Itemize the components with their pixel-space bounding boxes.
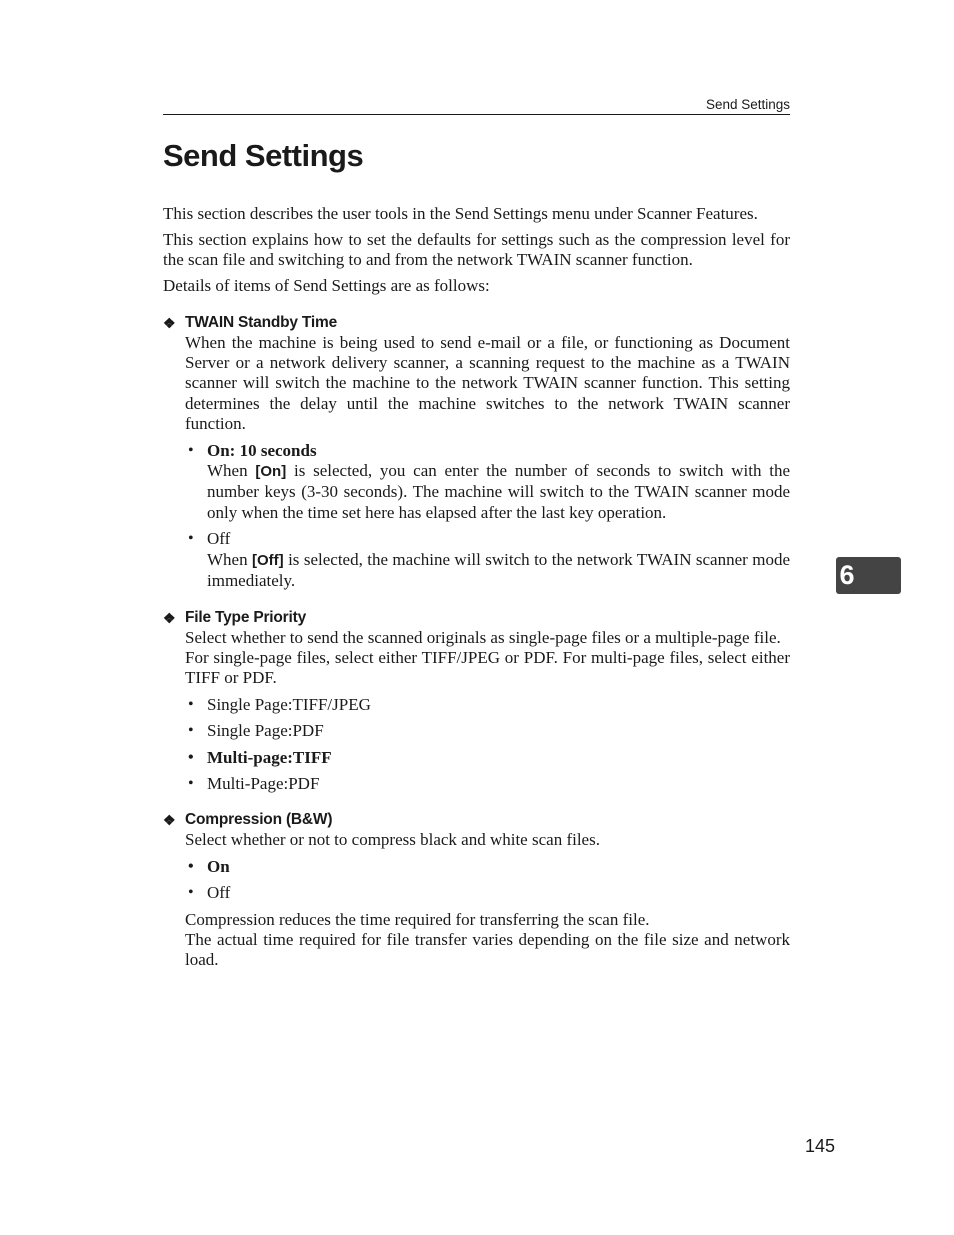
section-heading-text: TWAIN Standby Time [185,313,337,331]
option-description [207,550,790,592]
option-list [185,857,790,904]
option-list [185,441,790,592]
section-file-type-priority [163,608,790,795]
section-heading [163,608,790,628]
desc-text: is selected, you can enter the number of seconds to switch with the number keys (3-30 seconds). The machine will switch to the TWAIN scanner mode only when the time set here has elapsed after the last key operation. [207,461,790,522]
diamond-bullet-icon: ❖ [163,314,176,331]
section-heading [163,810,790,830]
section-compression [163,810,790,970]
key-name: [On] [255,463,287,481]
list-item-default: • Multi-page:TIFF [185,748,790,768]
list-item-default: • On [185,857,790,877]
option-list [185,695,790,795]
list-item [185,441,790,524]
intro-paragraph-3: Details of items of Send Settings are as follows: [163,276,490,296]
list-item [185,529,790,591]
diamond-bullet-icon: ❖ [163,609,176,626]
section-body: When the machine is being used to send e-mail or a file, or functioning as Document Server or a network delivery scanner, a scanning request to the machine as a TWAIN scanner will switch the machine to the network TWAIN scanner function. This setting determines the delay until the machine switches to the network TWAIN scanner function. [185,332,790,434]
key-name: [Off] [252,551,284,569]
option-description [207,461,790,523]
page-title: Send Settings [163,138,364,173]
section-heading [163,313,790,333]
list-item: • Multi-Page:PDF [185,774,790,794]
option-label: On: 10 seconds [207,440,317,460]
chapter-number: 6 [839,560,855,590]
list-item: • Single Page:PDF [185,721,790,741]
page-number: 145 [804,1136,835,1156]
page-content [163,204,790,971]
desc-text: When [207,461,256,481]
section-note: The actual time required for file transfer varies depending on the file size and network load. [185,929,790,970]
section-twain-standby-time [163,313,790,592]
desc-text: When [207,549,253,569]
chapter-tab [836,557,901,594]
intro-paragraph-1: This section describes the user tools in the Send Settings menu under Scanner Features. [163,204,758,223]
section-note: Compression reduces the time required for transferring the scan file. [185,909,650,929]
section-heading-text: File Type Priority [185,608,307,626]
header-rule [163,114,790,115]
section-body: Select whether or not to compress black and white scan files. [185,830,600,850]
list-item: • Single Page:TIFF/JPEG [185,695,790,715]
desc-text: is selected, the machine will switch to the network TWAIN scanner mode immediately. [207,549,790,591]
list-item: • Off [185,883,790,903]
option-label: Off [207,529,231,549]
section-body: For single-page files, select either TIFF/JPEG or PDF. For multi-page files, select either TIFF or PDF. [185,647,790,688]
section-body: Select whether to send the scanned originals as single-page files or a multiple-page file. [185,627,781,647]
running-header: Send Settings [705,97,790,112]
section-heading-text: Compression (B&W) [185,811,333,829]
intro-paragraph-2: This section explains how to set the defaults for settings such as the compression level for the scan file and switching to and from the network TWAIN scanner function. [163,229,790,270]
diamond-bullet-icon: ❖ [163,812,176,829]
